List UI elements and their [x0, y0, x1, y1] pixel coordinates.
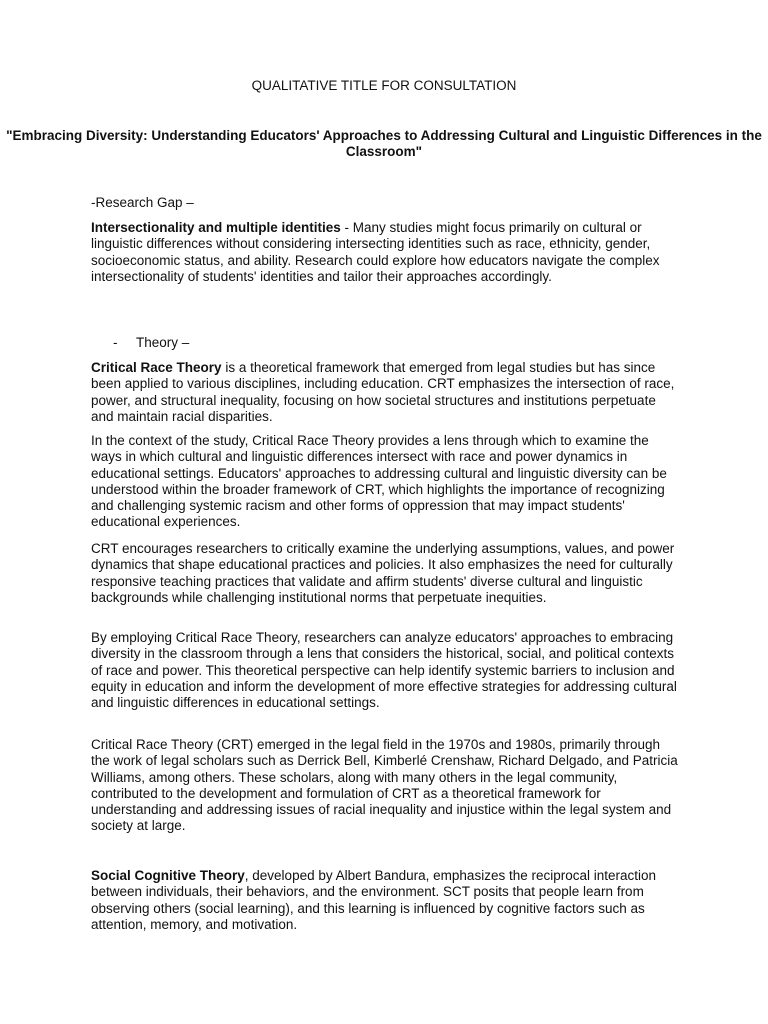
theory-list-item: [113, 335, 189, 351]
sct-term: Social Cognitive Theory: [91, 868, 245, 883]
crt-context-paragraph: In the context of the study, Critical Race Theory provides a lens through which to examine the ways in which cultural and linguistic differences intersect with race and power dynamics in educational settings. Educators' approaches to addressing cultural and linguistic diversity can be understood within the broader framework of CRT, which highlights the importance of recognizing and challenging systemic racism and other forms of oppression that may impact students' educational experiences.: [91, 433, 667, 530]
crt-intro-paragraph: [91, 360, 681, 425]
research-gap-label: -Research Gap –: [91, 195, 194, 210]
sct-text: , developed by Albert Bandura, emphasizes the reciprocal interaction between individuals, their behaviors, and the environment. SCT posits that people learn from observing others (social learning), and this learning is influenced by cognitive factors such as attention, memory, and motivation.: [91, 868, 657, 932]
theory-label: Theory –: [136, 335, 190, 350]
crt-encourages-paragraph: CRT encourages researchers to critically examine the underlying assumptions, values, and power dynamics that shape educational practices and policies. It also emphasizes the need for culturally responsive teaching practices that validate and affirm students' diverse cultural and linguistic backgrounds while challenging institutional norms that perpetuate inequities.: [91, 541, 675, 605]
page-title: QUALITATIVE TITLE FOR CONSULTATION: [251, 78, 517, 93]
crt-term: Critical Race Theory: [91, 360, 222, 375]
research-gap-heading: Intersectionality and multiple identities: [91, 220, 341, 235]
crt-intro-text: is a theoretical framework that emerged from legal studies but has since been applied to various disciplines, including education. CRT emphasizes the intersection of race, power, and structural inequality, focusing on how societal structures and institutions perpetuate and maintain racial disparities.: [91, 360, 675, 424]
research-gap-text: - Many studies might focus primarily on cultural or linguistic differences without considering intersecting identities such as race, ethnicity, gender, socioeconomic status, and ability. Research could explore how educators navigate the complex intersectionality of students' identities and tailor their approaches accordingly.: [91, 220, 660, 284]
crt-employing-paragraph: By employing Critical Race Theory, researchers can analyze educators' approaches to embracing diversity in the classroom through a lens that considers the historical, social, and political contexts of race and power. This theoretical perspective can help identify systemic barriers to inclusion and equity in education and inform the development of more effective strategies for addressing cultural and linguistic differences in educational settings.: [91, 630, 677, 711]
research-gap-paragraph: [91, 220, 679, 285]
crt-history-paragraph: Critical Race Theory (CRT) emerged in the legal field in the 1970s and 1980s, primarily through the work of legal scholars such as Derrick Bell, Kimberlé Crenshaw, Richard Delgado, and Patricia Williams, among others. These scholars, along with many others in the legal community, contributed to the development and formulation of CRT as a theoretical framework for understanding and addressing issues of racial inequality and injustice within the legal system and society at large.: [91, 737, 678, 834]
study-title: "Embracing Diversity: Understanding Educators' Approaches to Addressing Cultural and Linguistic Differences in the Classroom": [6, 128, 762, 160]
list-bullet: -: [113, 335, 118, 350]
sct-paragraph: [91, 868, 681, 933]
